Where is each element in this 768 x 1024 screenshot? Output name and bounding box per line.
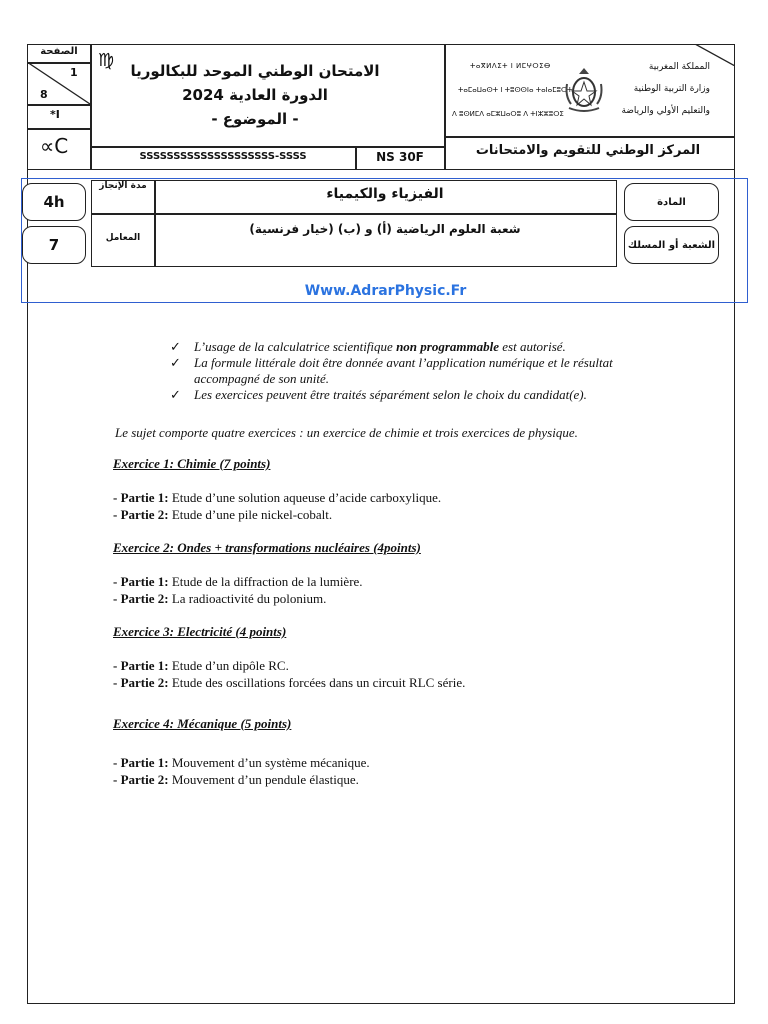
exercise-part bbox=[113, 573, 673, 590]
subject-field-label: المادة bbox=[624, 183, 719, 221]
code-ss: SSSSSSSSSSSSSSSSSSSS-SSSS bbox=[139, 151, 307, 162]
exercise-part bbox=[113, 771, 673, 788]
check-icon: ✓ bbox=[170, 387, 181, 402]
rule-item bbox=[168, 355, 668, 387]
ministry-tifinagh: ⵜⴰⵎⴰⵡⴰⵙⵜ ⵏ ⵜⵓⵙⵙⵏⴰ ⵜⴰⵏⴰⵎⵓⵔⵜ bbox=[458, 86, 573, 94]
exercise-part bbox=[113, 754, 673, 771]
page-cell-diagonal bbox=[27, 62, 90, 104]
center-name: المركز الوطني للتقويم والامتحانات bbox=[475, 143, 701, 158]
part-text: Mouvement d’un pendule élastique. bbox=[168, 772, 359, 787]
ministry-ar-2: والتعليم الأولي والرياضة bbox=[621, 106, 710, 116]
subject-label: - الموضوع - bbox=[211, 110, 299, 128]
ministry-ar: وزارة التربية الوطنية bbox=[633, 84, 710, 94]
rule-item bbox=[168, 339, 668, 355]
part-text: Etude d’une solution aqueuse d’acide carboxylique. bbox=[168, 490, 442, 505]
exercise-title: Exercice 1: Chimie (7 points) bbox=[113, 456, 271, 471]
kingdom-ar: المملكة المغربية bbox=[648, 62, 710, 72]
part-label: - Partie 2: bbox=[113, 591, 169, 606]
intro-text: Le sujet comporte quatre exercices : un exercice de chimie et trois exercices de physique. bbox=[115, 425, 578, 440]
part-label: - Partie 1: bbox=[113, 490, 169, 505]
check-icon: ✓ bbox=[170, 339, 181, 354]
coef-label: المعامل bbox=[105, 233, 141, 243]
exercise-part bbox=[113, 674, 673, 691]
part-label: - Partie 2: bbox=[113, 675, 169, 690]
stream-name: شعبة العلوم الرياضية (أ) و (ب) (خيار فرنسية) bbox=[249, 222, 521, 236]
exam-session: الدورة العادية 2024 bbox=[182, 86, 328, 104]
exercise-part bbox=[113, 590, 673, 607]
watermark-link[interactable]: Www.AdrarPhysic.Fr bbox=[304, 283, 467, 299]
symbol-top: ♍ bbox=[98, 50, 115, 71]
exercise-title: Exercice 2: Ondes + transformations nucléaires (4points) bbox=[113, 540, 421, 555]
page-current: 1 bbox=[70, 66, 78, 79]
part-text: Etude d’un dipôle RC. bbox=[168, 658, 289, 673]
page-total: 8 bbox=[40, 88, 48, 101]
part-label: - Partie 1: bbox=[113, 755, 169, 770]
exercises-list bbox=[113, 456, 673, 800]
part-label: - Partie 1: bbox=[113, 574, 169, 589]
star-code: *I bbox=[50, 108, 60, 121]
rule-text-end: est autorisé. bbox=[499, 339, 566, 354]
rule-bold: non programmable bbox=[396, 339, 499, 354]
page-label: الصفحة bbox=[40, 46, 78, 57]
code-ns: NS 30F bbox=[376, 150, 424, 164]
exercise-part bbox=[113, 657, 673, 674]
rule-text: La formule littérale doit être donnée avant l’application numérique et le résultat accompagné de son unité. bbox=[194, 355, 613, 386]
check-icon: ✓ bbox=[170, 355, 181, 370]
duration-value: 4h bbox=[22, 183, 86, 221]
rule-item bbox=[168, 387, 668, 403]
ministry-tifinagh-2: ⴷ ⵓⵙⵍⵎⴷ ⴰⵎⵣⵡⴰⵔⵓ ⴷ ⵜⵏⵣⵣⵓⵔⵉ bbox=[452, 110, 564, 118]
exam-title: الامتحان الوطني الموحد للبكالوريا bbox=[130, 62, 380, 80]
rule-text: Les exercices peuvent être traités séparément selon le choix du candidat(e). bbox=[194, 387, 587, 402]
part-text: Etude d’une pile nickel-cobalt. bbox=[168, 507, 333, 522]
exercise-block bbox=[113, 624, 673, 716]
part-label: - Partie 2: bbox=[113, 772, 169, 787]
part-text: La radioactivité du polonium. bbox=[168, 591, 327, 606]
exercise-part bbox=[113, 489, 673, 506]
rules-list bbox=[168, 339, 668, 403]
rule-text: L’usage de la calculatrice scientifique bbox=[194, 339, 397, 354]
coef-value: 7 bbox=[22, 226, 86, 264]
exercise-title: Exercice 4: Mécanique (5 points) bbox=[113, 716, 292, 731]
exercise-block bbox=[113, 716, 673, 800]
duration-label: مدة الإنجاز bbox=[99, 181, 147, 191]
exercise-part bbox=[113, 506, 673, 523]
kingdom-tifinagh: ⵜⴰⴳⵍⴷⵉⵜ ⵏ ⵍⵎⵖⵔⵉⴱ bbox=[470, 62, 551, 70]
part-label: - Partie 2: bbox=[113, 507, 169, 522]
subject-name: الفيزياء والكيمياء bbox=[326, 186, 444, 202]
part-text: Etude des oscillations forcées dans un circuit RLC série. bbox=[168, 675, 466, 690]
part-label: - Partie 1: bbox=[113, 658, 169, 673]
stream-field-label: الشعبة أو المسلك bbox=[624, 226, 719, 264]
exercise-block bbox=[113, 456, 673, 540]
exercise-title: Exercice 3: Electricité (4 points) bbox=[113, 624, 287, 639]
symbol-bottom: ∝C bbox=[40, 134, 69, 158]
part-text: Mouvement d’un système mécanique. bbox=[168, 755, 370, 770]
part-text: Etude de la diffraction de la lumière. bbox=[168, 574, 363, 589]
exercise-block bbox=[113, 540, 673, 624]
